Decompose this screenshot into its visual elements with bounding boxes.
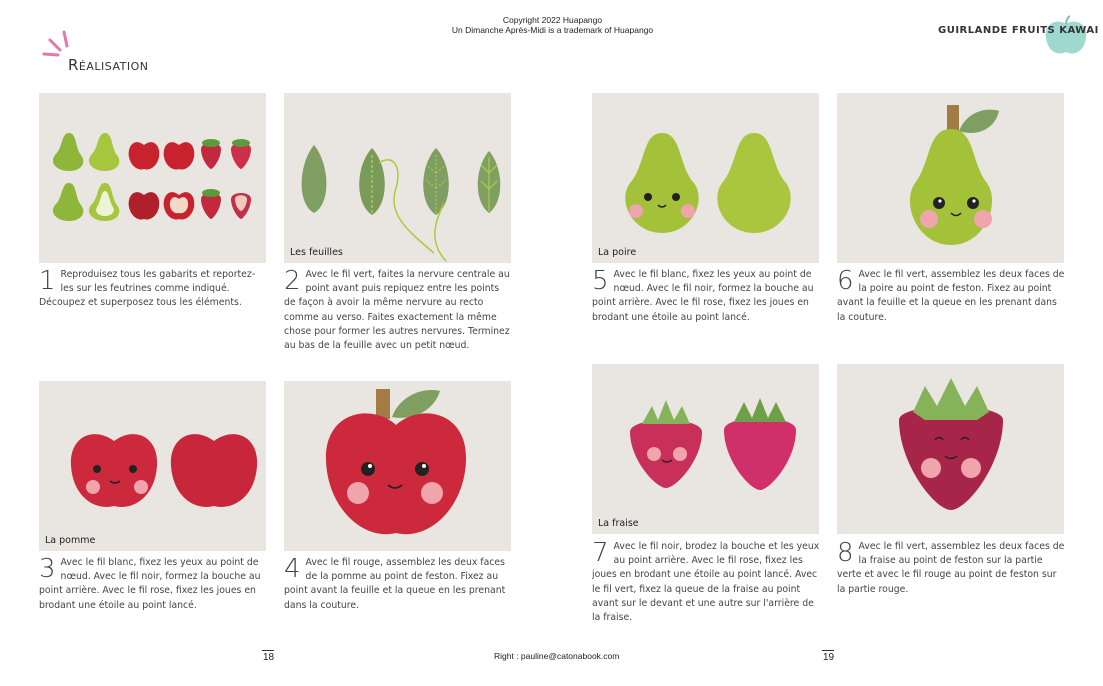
step-5	[592, 268, 820, 325]
step-number: 4	[284, 554, 301, 584]
strawberry-shapes	[201, 139, 251, 219]
photo-caption: La fraise	[598, 518, 639, 529]
step-2	[284, 268, 512, 353]
photo-finished-apple	[284, 381, 511, 551]
step-text: Reproduisez tous les gabarits et reportez-les sur les feutrines comme indiqué. Découpez et superposez tous les éléments.	[39, 269, 256, 309]
step-number: 1	[39, 266, 56, 296]
copyright-notice	[440, 15, 665, 35]
step-number: 8	[837, 538, 854, 568]
page-number-left: 18	[263, 652, 275, 663]
step-3	[39, 556, 267, 613]
photo-caption: La poire	[598, 247, 637, 258]
photo-caption: La pomme	[45, 535, 96, 546]
page-number-rule-left	[262, 650, 274, 651]
photo-leaves	[284, 93, 511, 263]
step-text: Avec le fil blanc, fixez les yeux au point de nœud. Avec le fil noir, formez la bouche au point arrière. Avec le fil rose, fixez les joues en brodant une étoile au point lancé.	[592, 269, 814, 323]
step-text: Avec le fil noir, brodez la bouche et les yeux au point arrière. Avec le fil rose, fixez les joues en brodant une étoile au point lancé. Avec le fil vert, fixez la queue de la fraise au point avant sur le devant et une autre sur l'arrière de la fraise.	[592, 541, 820, 624]
brand-title: GUIRLANDE FRUITS KAWAI	[938, 25, 1099, 36]
photo-finished-strawberry	[837, 364, 1064, 534]
step-8	[837, 540, 1065, 597]
photo-caption: Les feuilles	[290, 247, 343, 258]
step-number: 2	[284, 266, 301, 296]
step-text: Avec le fil vert, assemblez les deux faces de la poire au point de feston. Fixez au point avant la feuille et la queue en les prenant dans la couture.	[837, 269, 1065, 323]
apple-shapes	[129, 142, 195, 219]
page-number-right: 19	[823, 652, 835, 663]
step-6	[837, 268, 1065, 325]
step-text: Avec le fil vert, assemblez les deux faces de la fraise au point de feston sur la partie verte et avec le fil rouge au point de feston sur la partie rouge.	[837, 541, 1065, 595]
photo-strawberry-pieces	[592, 364, 819, 534]
pear-shapes	[53, 133, 119, 221]
step-text: Avec le fil rouge, assemblez les deux faces de la pomme au point de feston. Fixez au point avant la feuille et la queue en les prenant dans la couture.	[284, 557, 506, 611]
page-number-rule-right	[822, 650, 834, 651]
step-number: 7	[592, 538, 609, 568]
footer-contact: Right : pauline@catonabook.com	[494, 651, 620, 661]
step-4	[284, 556, 509, 613]
photo-fruit-pieces	[39, 93, 266, 263]
step-number: 5	[592, 266, 609, 296]
step-number: 6	[837, 266, 854, 296]
apple-logo-icon	[1042, 14, 1090, 58]
copyright-line-1: Copyright 2022 Huapango	[502, 15, 603, 25]
step-text: Avec le fil blanc, fixez les yeux au point de nœud. Avec le fil noir, formez la bouche au point arrière. Avec le fil rose, fixez les joues en brodant une étoile au point lancé.	[39, 557, 261, 611]
step-number: 3	[39, 554, 56, 584]
copyright-line-2: Un Dimanche Après-Midi is a trademark of Huapango	[451, 25, 654, 35]
step-7	[592, 540, 820, 625]
section-title: Réalisation	[68, 56, 149, 74]
photo-finished-pear	[837, 93, 1064, 263]
photo-pear-pieces	[592, 93, 819, 263]
step-text: Avec le fil vert, faites la nervure centrale au point avant puis repiquez entre les points de façon à avoir la même nervure au recto comme au verso. Faites exactement la même chose pour former les autres nervures. Terminez au bas de la feuille avec un petit nœud.	[284, 269, 510, 352]
photo-apple-pieces	[39, 381, 266, 551]
step-1	[39, 268, 264, 311]
